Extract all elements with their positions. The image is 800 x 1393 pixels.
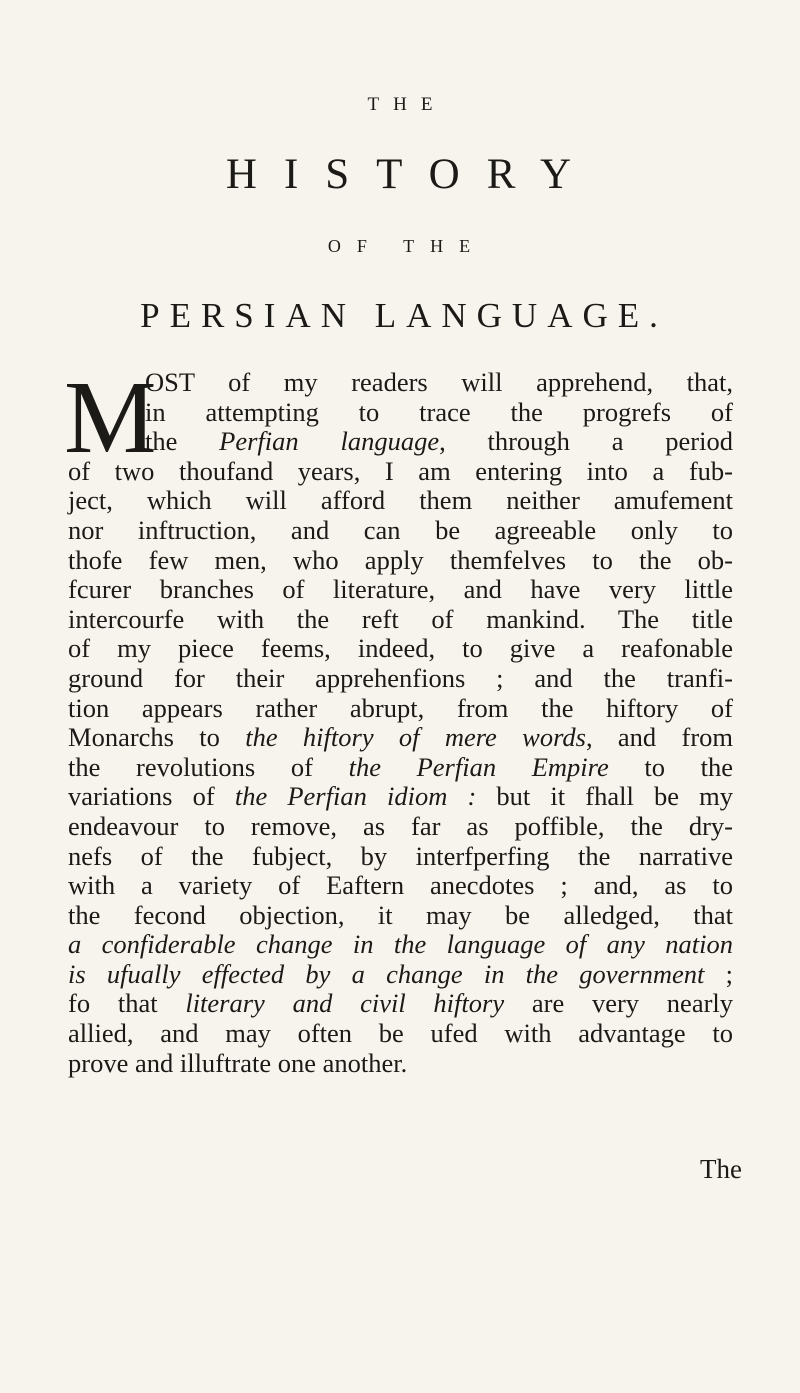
text-line: in attempting to trace the progrefs of bbox=[145, 396, 733, 427]
text-line: nor inftruction, and can be agreeable only to bbox=[68, 514, 733, 545]
text-line: the fecond objection, it may be alledged, that bbox=[68, 899, 733, 930]
drop-cap: M bbox=[64, 360, 157, 475]
text-line: the revolutions of the Perfian Empire to the bbox=[68, 751, 734, 782]
text-line: with a variety of Eaftern anecdotes ; and, as to bbox=[68, 870, 733, 901]
italic-phrase: literary and civil hiftory bbox=[185, 988, 505, 1019]
text-line: is ufually effected by a change in the government ; bbox=[68, 958, 733, 989]
text-line: allied, and may often be ufed with advantage to bbox=[68, 1018, 733, 1049]
text-line: variations of the Perfian idiom : but it fhall be my bbox=[68, 781, 733, 812]
text-line: endeavour to remove, as far as poffible, the dry- bbox=[68, 810, 733, 841]
text-line: ground for their apprehenfions ; and the tranfi- bbox=[68, 662, 733, 693]
italic-phrase: is ufually effected by a change in the government bbox=[68, 958, 705, 989]
text-line: thofe few men, who apply themfelves to the ob- bbox=[68, 544, 733, 575]
italic-phrase: a confiderable change in the language of any nation bbox=[68, 929, 733, 960]
text-line: OST of my readers will apprehend, that, bbox=[145, 367, 733, 397]
text-line: fo that literary and civil hiftory are very nearly bbox=[68, 988, 734, 1019]
heading-history: HISTORY bbox=[225, 151, 599, 198]
text-line: prove and illuftrate one another. bbox=[68, 1047, 408, 1078]
text-line: ject, which will afford them neither amufement bbox=[68, 485, 733, 516]
text-line: of my piece feems, indeed, to give a reafonable bbox=[68, 633, 733, 664]
text-line: of two thoufand years, I am entering into a fub- bbox=[68, 455, 733, 486]
body-text bbox=[68, 368, 733, 1078]
italic-phrase: Perfian language bbox=[219, 426, 440, 457]
italic-phrase: the Perfian Empire bbox=[348, 751, 609, 782]
text-line: the Perfian language, through a period bbox=[145, 426, 733, 457]
text-line bbox=[68, 930, 733, 960]
heading-the: THE bbox=[367, 94, 447, 115]
text-line: nefs of the fubject, by interfperfing the narrative bbox=[68, 840, 733, 871]
italic-phrase: the Perfian idiom : bbox=[234, 781, 477, 812]
text-line: tion appears rather abrupt, from the hiftory of bbox=[68, 692, 733, 723]
text-line: intercourfe with the reft of mankind. The title bbox=[68, 603, 733, 634]
heading-of-the: OF THE bbox=[327, 236, 487, 256]
catchword: The bbox=[700, 1154, 742, 1184]
text-line: fcurer branches of literature, and have very little bbox=[68, 574, 733, 605]
italic-phrase: the hiftory of mere words bbox=[245, 722, 586, 753]
heading-persian-language: PERSIAN LANGUAGE. bbox=[140, 296, 668, 335]
text-line: Monarchs to the hiftory of mere words, and from bbox=[68, 722, 734, 753]
